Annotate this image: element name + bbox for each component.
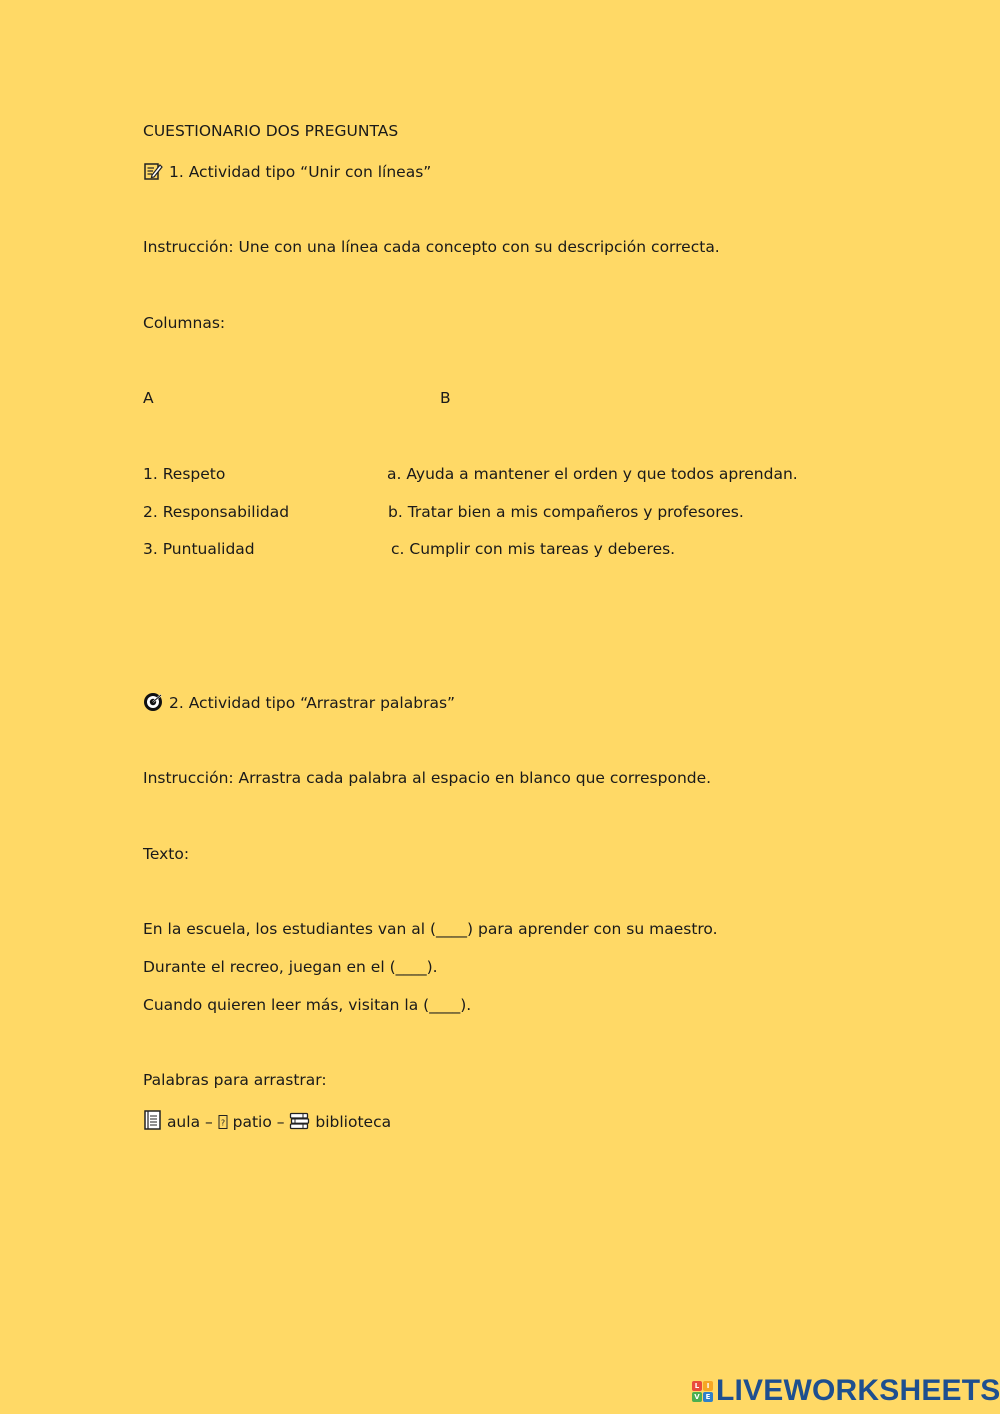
description-c[interactable]: c. Cumplir con mis tareas y deberes. [391,540,676,558]
column-a-header: A [143,389,154,407]
word-aula[interactable]: aula – [166,1113,213,1131]
activity1-heading [143,161,431,186]
target-icon [143,692,163,717]
activity2-heading-text: 2. Actividad tipo “Arrastrar palabras” [169,694,456,712]
liveworksheets-wordmark: LIVEWORKSHEETS [716,1374,1000,1407]
liveworksheets-mark-icon [692,1381,713,1402]
sentence-2[interactable]: Durante el recreo, juegan en el (____). [143,958,438,976]
concept-puntualidad[interactable]: 3. Puntualidad [143,540,255,558]
svg-text:?: ? [220,1118,225,1128]
brand-mark-letter: E [703,1392,713,1402]
description-b[interactable]: b. Tratar bien a mis compañeros y profesores. [388,503,744,521]
page-title: CUESTIONARIO DOS PREGUNTAS [143,122,399,140]
brand-mark-letter: I [703,1381,713,1391]
words-label: Palabras para arrastrar: [143,1071,327,1089]
word-bank [143,1110,391,1135]
activity1-instruction: Instrucción: Une con una línea cada concepto con su descripción correcta. [143,238,720,256]
liveworksheets-logo [692,1374,1000,1408]
sentence-3[interactable]: Cuando quieren leer más, visitan la (____). [143,996,472,1014]
activity2-instruction: Instrucción: Arrastra cada palabra al espacio en blanco que corresponde. [143,769,712,787]
concept-respeto[interactable]: 1. Respeto [143,465,226,483]
word-patio[interactable]: patio – [232,1113,285,1131]
columns-label: Columnas: [143,314,226,332]
notebook-icon [143,1110,162,1135]
description-a[interactable]: a. Ayuda a mantener el orden y que todos aprendan. [387,465,798,483]
brand-mark-letter: V [692,1392,702,1402]
concept-responsabilidad[interactable]: 2. Responsabilidad [143,503,290,521]
text-label: Texto: [143,845,190,863]
activity1-heading-text: 1. Actividad tipo “Unir con líneas” [169,163,432,181]
column-b-header: B [440,389,451,407]
word-biblioteca[interactable]: biblioteca [315,1113,392,1131]
activity2-heading [143,692,455,717]
memo-icon [143,161,163,186]
missing-glyph-icon [218,1114,228,1135]
sentence-1[interactable]: En la escuela, los estudiantes van al (____) para aprender con su maestro. [143,920,718,938]
books-icon [289,1112,310,1135]
brand-mark-letter: L [692,1381,702,1391]
